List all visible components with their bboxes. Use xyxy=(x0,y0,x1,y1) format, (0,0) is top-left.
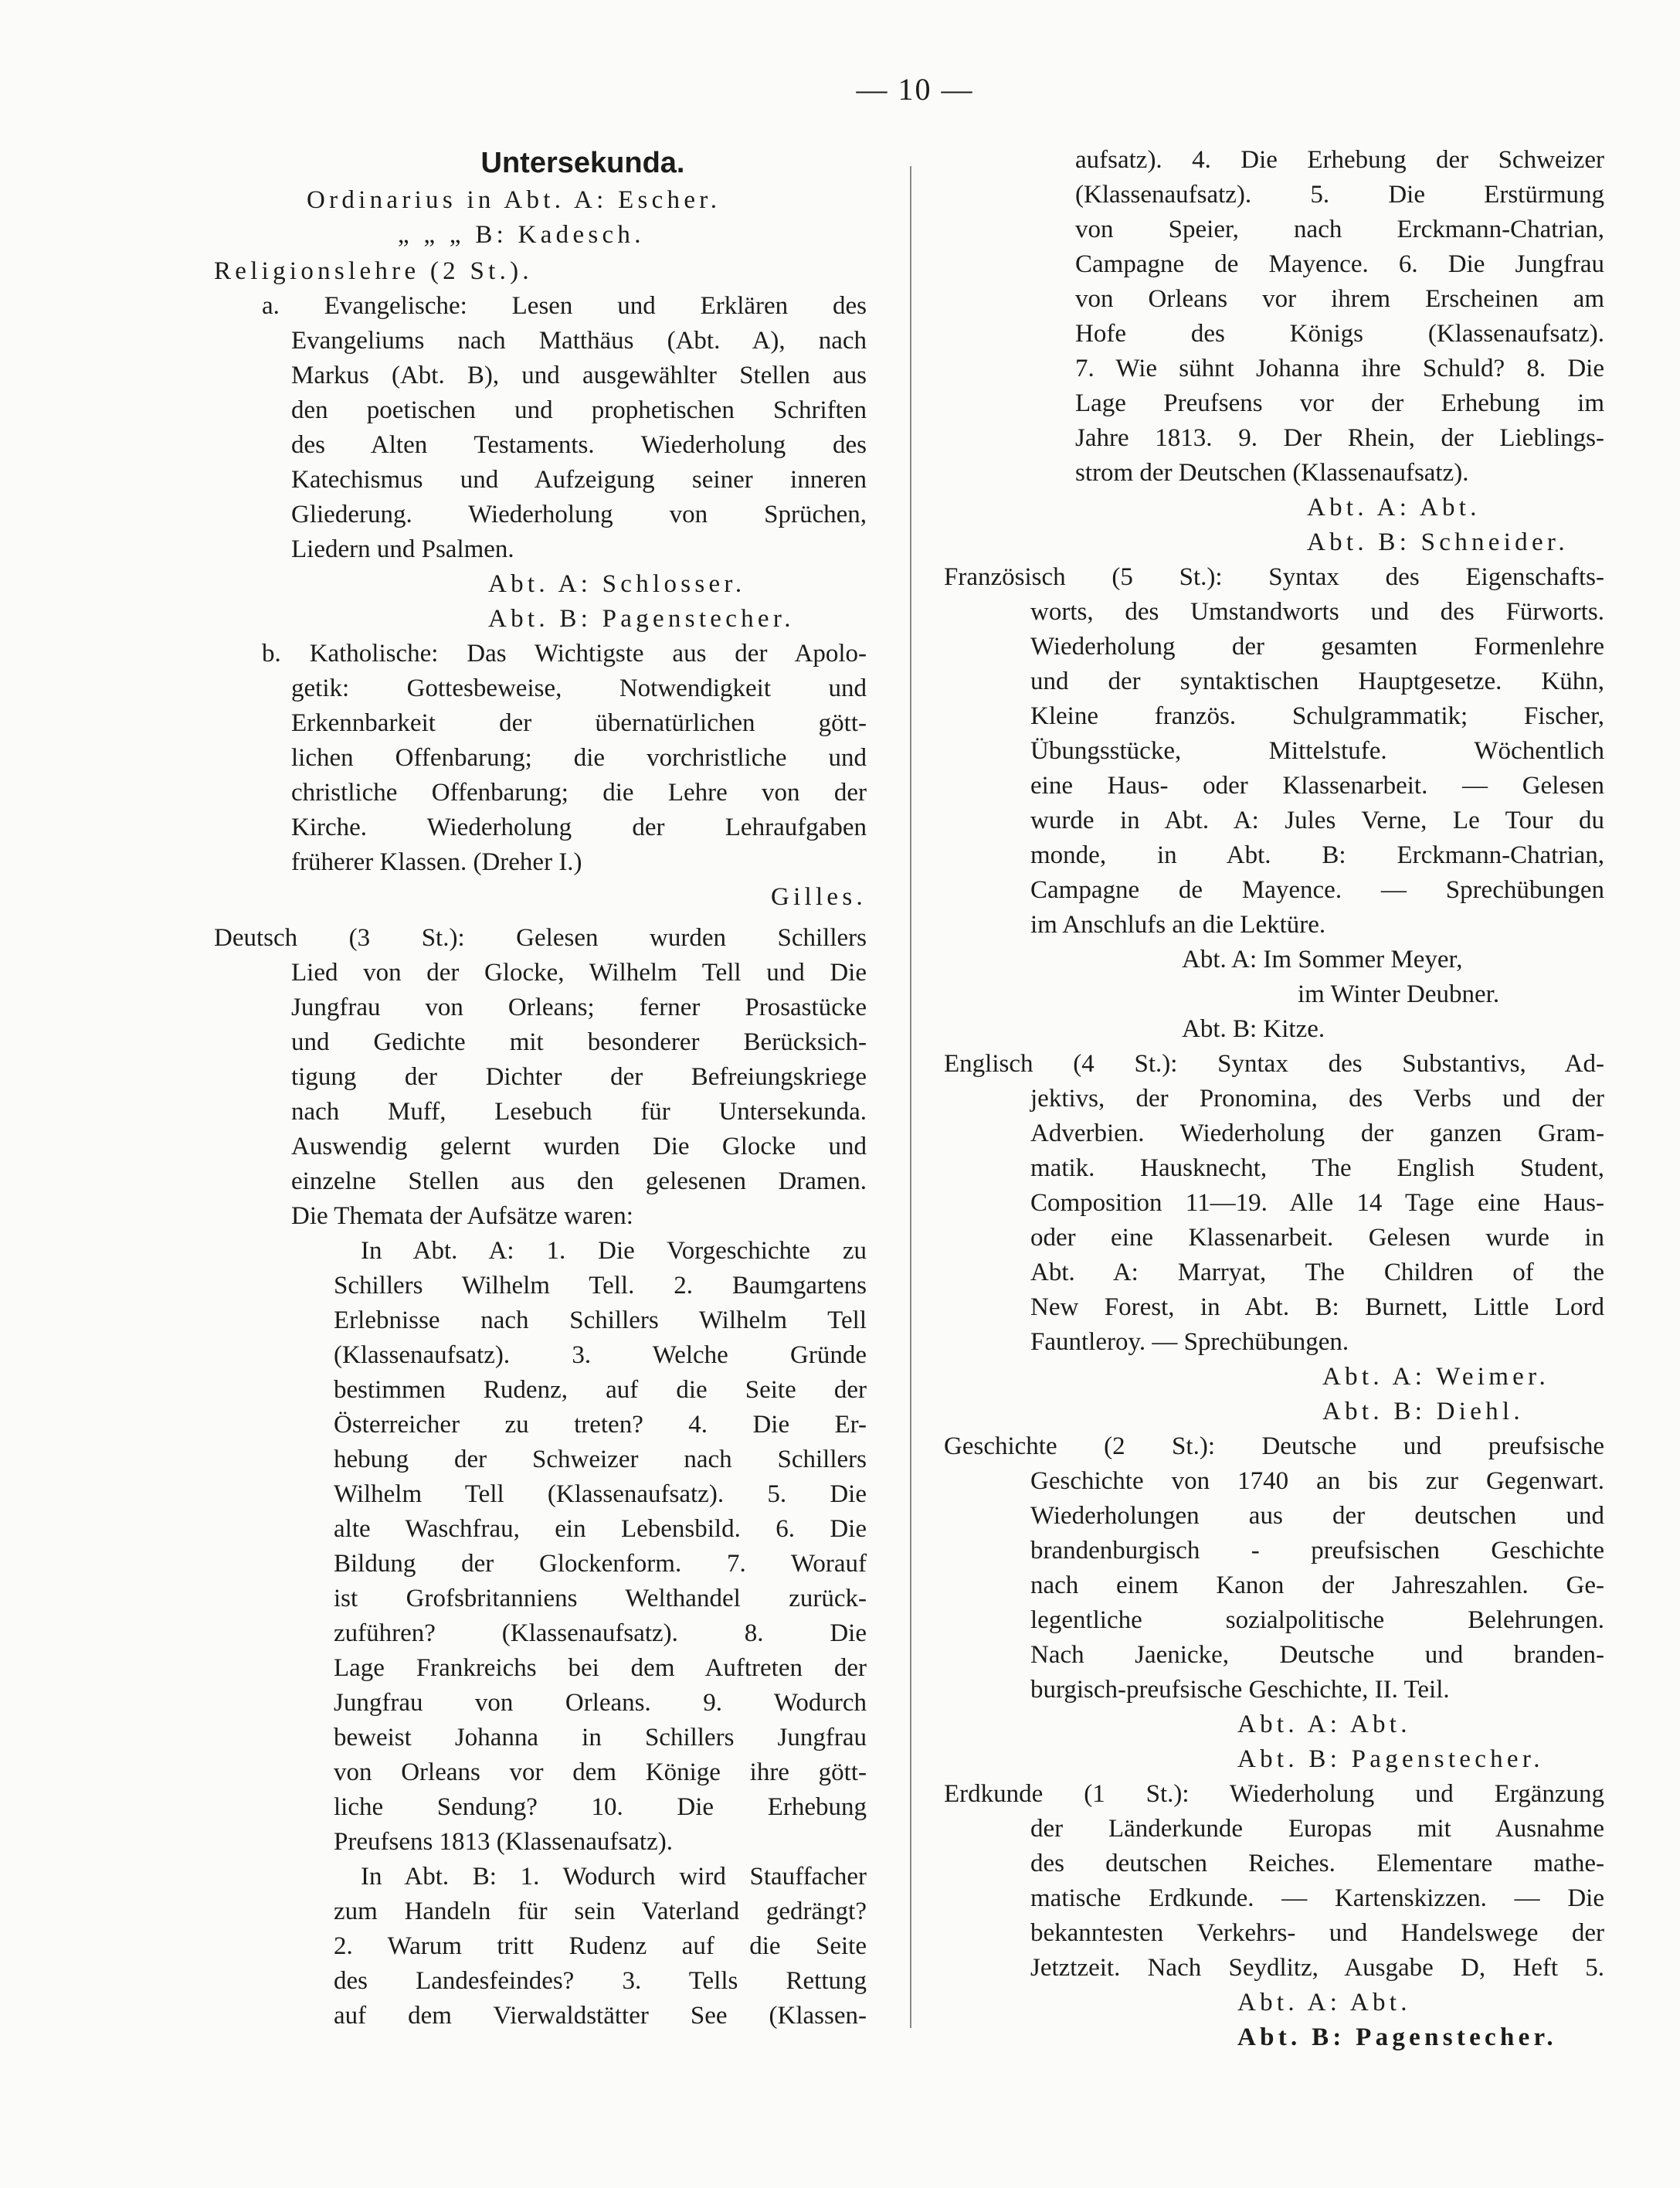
column-divider xyxy=(910,166,911,2028)
teacher-line: Abt. B: Pagenstecher. xyxy=(1237,2023,1557,2051)
teacher-line: Abt. A: Abt. xyxy=(1237,1711,1411,1738)
left-column xyxy=(214,143,867,2033)
text-line: Campagne de Mayence. 6. Die Jungfrau xyxy=(1075,250,1604,278)
text-line: der Länderkunde Europas mit Ausnahme xyxy=(1030,1815,1604,1843)
text-line: beweist Johanna in Schillers Jungfrau xyxy=(334,1724,867,1751)
text-line: Auswendig gelernt wurden Die Glocke und xyxy=(291,1133,867,1160)
text-line: Preufsens 1813 (Klassenaufsatz). xyxy=(334,1828,673,1856)
text-line: Liedern und Psalmen. xyxy=(291,535,514,563)
text-line: Wiederholungen aus der deutschen und xyxy=(1030,1502,1604,1530)
geschichte-block xyxy=(944,1429,1604,1707)
text-line: Übungsstücke, Mittelstufe. Wöchentlich xyxy=(1030,737,1604,765)
ordinarius-b: „ „ „ B: Kadesch. xyxy=(398,221,645,249)
text-line: jektivs, der Pronomina, des Verbs und der xyxy=(1030,1085,1604,1113)
text-line: Erkennbarkeit der übernatürlichen gött- xyxy=(291,709,867,737)
text-line: monde, in Abt. B: Erckmann-Chatrian, xyxy=(1030,841,1604,869)
text-line: Katechismus und Aufzeigung seiner inneren xyxy=(291,466,867,494)
text-line: nach einem Kanon der Jahreszahlen. Ge- xyxy=(1030,1571,1604,1599)
text-line: burgisch-preufsische Geschichte, II. Teil. xyxy=(1030,1676,1450,1704)
text-line: Lage Preufsens vor der Erhebung im xyxy=(1075,389,1604,417)
text-line: Die Themata der Aufsätze waren: xyxy=(291,1202,633,1230)
teacher-line: Abt. B: Pagenstecher. xyxy=(1237,1745,1544,1773)
deutsch-b-themes xyxy=(214,1860,867,2033)
text-line: wurde in Abt. A: Jules Verne, Le Tour du xyxy=(1030,807,1604,834)
right-column xyxy=(944,143,1604,2055)
text-line: Composition 11—19. Alle 14 Tage eine Haus- xyxy=(1030,1189,1604,1217)
teacher-line: im Winter Deubner. xyxy=(1298,980,1500,1008)
deutsch-block xyxy=(214,921,867,1234)
erdkunde-block xyxy=(944,1777,1604,1986)
teacher-line: Abt. B: Pagenstecher. xyxy=(488,605,795,633)
text-line: ist Grofsbritanniens Welthandel zurück- xyxy=(334,1585,867,1612)
text-line: Lage Frankreichs bei dem Auftreten der xyxy=(334,1654,867,1682)
teacher-line: Abt. B: Schneider. xyxy=(1307,528,1569,556)
text-line: Gliederung. Wiederholung von Sprüchen, xyxy=(291,501,867,528)
text-line: auf dem Vierwaldstätter See (Klassen- xyxy=(334,2002,867,2030)
teacher-line: Abt. B: Kitze. xyxy=(1182,1015,1325,1043)
religion-a-block xyxy=(214,289,867,567)
text-line: des Landesfeindes? 3. Tells Rettung xyxy=(334,1967,867,1995)
text-line: Wiederholung der gesamten Formenlehre xyxy=(1030,633,1604,661)
text-line: getik: Gottesbeweise, Notwendigkeit und xyxy=(291,674,867,702)
page-title: Untersekunda. xyxy=(480,147,685,179)
text-line: a. Evangelische: Lesen und Erklären des xyxy=(262,292,867,320)
text-line: Erlebnisse nach Schillers Wilhelm Tell xyxy=(334,1306,867,1334)
text-line: In Abt. A: 1. Die Vorgeschichte zu xyxy=(361,1237,867,1265)
text-line: Geschichte (2 St.): Deutsche und preufsische xyxy=(944,1432,1604,1460)
text-line: bestimmen Rudenz, auf die Seite der xyxy=(334,1376,867,1404)
text-line: Geschichte von 1740 an bis zur Gegenwart. xyxy=(1030,1467,1604,1495)
text-line: legentliche sozialpolitische Belehrungen. xyxy=(1030,1606,1604,1634)
text-line: Abt. A: Marryat, The Children of the xyxy=(1030,1259,1604,1286)
text-line: Englisch (4 St.): Syntax des Substantivs, Ad- xyxy=(944,1050,1604,1078)
text-line: worts, des Umstandworts und des Fürworts. xyxy=(1030,598,1604,626)
text-line: Erdkunde (1 St.): Wiederholung und Ergänzung xyxy=(944,1780,1604,1808)
page-number: — 10 — xyxy=(856,72,974,107)
englisch-block xyxy=(944,1047,1604,1360)
teacher-line: Abt. A: Abt. xyxy=(1307,494,1481,522)
text-line: Adverbien. Wiederholung der ganzen Gram- xyxy=(1030,1119,1604,1147)
text-line: von Speier, nach Erckmann-Chatrian, xyxy=(1075,216,1604,243)
franzoesisch-block xyxy=(944,560,1604,943)
text-line: In Abt. B: 1. Wodurch wird Stauffacher xyxy=(361,1863,867,1891)
text-line: Hofe des Königs (Klassenaufsatz). xyxy=(1075,320,1604,348)
text-line: christliche Offenbarung; die Lehre von der xyxy=(291,779,867,807)
text-line: zuführen? (Klassenaufsatz). 8. Die xyxy=(334,1619,867,1647)
teacher-line: Abt. A: Abt. xyxy=(1237,1989,1411,2016)
text-line: im Anschlufs an die Lektüre. xyxy=(1030,911,1326,939)
text-line: Österreicher zu treten? 4. Die Er- xyxy=(334,1411,867,1439)
text-line: matische Erdkunde. — Kartenskizzen. — Die xyxy=(1030,1884,1604,1912)
text-line: brandenburgisch - preufsischen Geschichte xyxy=(1030,1537,1604,1565)
teacher-line: Abt. A: Schlosser. xyxy=(488,570,746,598)
text-line: New Forest, in Abt. B: Burnett, Little Lord xyxy=(1030,1293,1604,1321)
text-line: Jungfrau von Orleans; ferner Prosastücke xyxy=(291,994,867,1021)
text-line: bekanntesten Verkehrs- und Handelswege der xyxy=(1030,1919,1604,1947)
text-line: Jetztzeit. Nach Seydlitz, Ausgabe D, Heft 5. xyxy=(1030,1954,1604,1982)
text-line: strom der Deutschen (Klassenaufsatz). xyxy=(1075,459,1469,487)
text-line: Bildung der Glockenform. 7. Worauf xyxy=(334,1550,867,1578)
religion-b-block xyxy=(214,637,867,880)
text-line: zum Handeln für sein Vaterland gedrängt? xyxy=(334,1898,867,1925)
text-line: tigung der Dichter der Befreiungskriege xyxy=(291,1063,867,1091)
teacher-line: Abt. B: Diehl. xyxy=(1322,1398,1524,1425)
teacher-line: Gilles. xyxy=(770,883,867,911)
text-line: von Orleans vor ihrem Erscheinen am xyxy=(1075,285,1604,313)
text-line: 7. Wie sühnt Johanna ihre Schuld? 8. Die xyxy=(1075,355,1604,382)
text-line: Kirche. Wiederholung der Lehraufgaben xyxy=(291,814,867,841)
text-line: Kleine französ. Schulgrammatik; Fischer, xyxy=(1030,702,1604,730)
text-line: b. Katholische: Das Wichtigste aus der Apolo- xyxy=(262,640,867,668)
text-line: matik. Hausknecht, The English Student, xyxy=(1030,1154,1604,1182)
text-line: Jungfrau von Orleans. 9. Wodurch xyxy=(334,1689,867,1717)
text-line: Schillers Wilhelm Tell. 2. Baumgartens xyxy=(334,1272,867,1300)
text-line: oder eine Klassenarbeit. Gelesen wurde in xyxy=(1030,1224,1604,1252)
text-line: den poetischen und prophetischen Schriften xyxy=(291,396,867,424)
text-line: Campagne de Mayence. — Sprechübungen xyxy=(1030,876,1604,904)
text-line: alte Waschfrau, ein Lebensbild. 6. Die xyxy=(334,1515,867,1543)
text-line: (Klassenaufsatz). 5. Die Erstürmung xyxy=(1075,181,1604,209)
text-line: Lied von der Glocke, Wilhelm Tell und Die xyxy=(291,959,867,987)
ordinarius-a: Ordinarius in Abt. A: Escher. xyxy=(307,186,721,214)
text-line: Jahre 1813. 9. Der Rhein, der Lieblings- xyxy=(1075,424,1604,452)
text-line: hebung der Schweizer nach Schillers xyxy=(334,1446,867,1473)
text-line: eine Haus- oder Klassenarbeit. — Gelesen xyxy=(1030,772,1604,800)
text-line: (Klassenaufsatz). 3. Welche Gründe xyxy=(334,1341,867,1369)
text-line: 2. Warum tritt Rudenz auf die Seite xyxy=(334,1932,867,1960)
religion-heading: Religionslehre (2 St.). xyxy=(214,257,533,285)
text-line: liche Sendung? 10. Die Erhebung xyxy=(334,1793,867,1821)
text-line: nach Muff, Lesebuch für Untersekunda. xyxy=(291,1098,867,1126)
deutsch-continuation xyxy=(944,143,1604,491)
text-line: und Gedichte mit besonderer Berücksich- xyxy=(291,1028,867,1056)
text-line: des Alten Testaments. Wiederholung des xyxy=(291,431,867,459)
text-line: und der syntaktischen Hauptgesetze. Kühn, xyxy=(1030,668,1604,695)
text-line: einzelne Stellen aus den gelesenen Dramen. xyxy=(291,1167,867,1195)
text-line: Deutsch (3 St.): Gelesen wurden Schillers xyxy=(214,924,867,952)
text-line: Markus (Abt. B), und ausgewählter Stellen aus xyxy=(291,362,867,389)
deutsch-a-themes xyxy=(214,1234,867,1860)
text-line: Evangeliums nach Matthäus (Abt. A), nach xyxy=(291,327,867,355)
text-line: lichen Offenbarung; die vorchristliche und xyxy=(291,744,867,772)
text-line: Nach Jaenicke, Deutsche und branden- xyxy=(1030,1641,1604,1669)
text-line: aufsatz). 4. Die Erhebung der Schweizer xyxy=(1075,146,1604,174)
text-line: Wilhelm Tell (Klassenaufsatz). 5. Die xyxy=(334,1480,867,1508)
teacher-line: Abt. A: Weimer. xyxy=(1322,1363,1550,1391)
text-line: Fauntleroy. — Sprechübungen. xyxy=(1030,1328,1349,1356)
text-line: Französisch (5 St.): Syntax des Eigenschafts- xyxy=(944,563,1604,591)
text-line: von Orleans vor dem Könige ihre gött- xyxy=(334,1758,867,1786)
teacher-line: Abt. A: Im Sommer Meyer, xyxy=(1182,946,1463,973)
text-line: früherer Klassen. (Dreher I.) xyxy=(291,848,582,876)
text-line: des deutschen Reiches. Elementare mathe- xyxy=(1030,1850,1604,1877)
